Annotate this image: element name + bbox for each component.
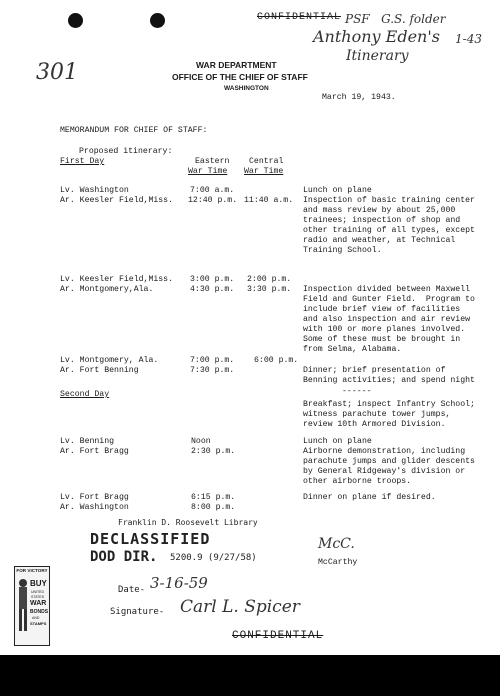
leg2-eastern-2: 4:30 p.m. xyxy=(190,285,235,294)
leg3-place-2: Ar. Fort Benning xyxy=(60,366,139,375)
poster-line-4: AND xyxy=(32,616,40,620)
poster-line-2: WAR xyxy=(30,600,47,607)
first-day-label: First Day xyxy=(60,157,105,166)
memo-heading: MEMORANDUM FOR CHIEF OF STAFF: xyxy=(60,126,208,135)
leg2-note-1: Inspection divided between Maxwell xyxy=(303,285,471,294)
poster-top-text: FOR VICTORY xyxy=(16,568,48,573)
leg2-eastern-1: 3:00 p.m. xyxy=(190,275,235,284)
leg4-note-1: Airborne demonstration, including xyxy=(303,447,466,456)
leg4-note-2: parachute jumps and glider descents xyxy=(303,457,475,466)
eastern-header-1: Eastern xyxy=(195,157,230,166)
leg2-central-1: 2:00 p.m. xyxy=(247,275,292,284)
breakfast-line-2: review 10th Armored Division. xyxy=(303,420,446,429)
poster-line-5: STAMPS xyxy=(30,621,47,626)
leg1-note-2: and mass review by about 25,000 xyxy=(303,206,456,215)
signature-value: Carl L. Spicer xyxy=(180,597,300,617)
second-day-label: Second Day xyxy=(60,390,110,399)
library-stamp: Franklin D. Roosevelt Library xyxy=(118,518,258,527)
leg2-central-2: 3:30 p.m. xyxy=(247,285,292,294)
leg1-note-5: radio and weather, at Technical xyxy=(303,236,456,245)
leg2-place-1: Lv. Keesler Field,Miss. xyxy=(60,275,174,284)
city-name: WASHINGTON xyxy=(224,85,269,92)
central-header-2: War Time xyxy=(244,167,284,176)
war-bonds-poster xyxy=(14,566,50,646)
leg5-place-1: Lv. Fort Bragg xyxy=(60,493,129,502)
leg5-eastern-1: 6:15 p.m. xyxy=(191,493,236,502)
punch-hole-right xyxy=(150,13,165,28)
leg2-note-3: include brief view of facilities xyxy=(303,305,461,314)
leg1-eastern-1: 7:00 a.m. xyxy=(190,186,235,195)
leg1-note-4: other training of all types, except xyxy=(303,226,475,235)
eastern-header-2: War Time xyxy=(188,167,228,176)
handwritten-tag: PSF G.S. folder xyxy=(345,12,446,26)
leg2-note-7: from Selma, Alabama. xyxy=(303,345,402,354)
leg1-central-2: 11:40 a.m. xyxy=(244,196,294,205)
leg2-note-4: and also inspection and air review xyxy=(303,315,471,324)
date-label: Date- xyxy=(118,585,146,595)
leg1-note-1: Inspection of basic training center xyxy=(303,196,475,205)
punch-hole-left xyxy=(68,13,83,28)
leg4-place-2: Ar. Fort Bragg xyxy=(60,447,129,456)
handwritten-date: 1-43 xyxy=(455,32,482,46)
scanner-edge-bar xyxy=(0,655,500,696)
leg1-place-2: Ar. Keesler Field,Miss. xyxy=(60,196,174,205)
central-header-1: Central xyxy=(249,157,284,166)
leg3-note-1: Dinner; brief presentation of xyxy=(303,366,446,375)
leg1-place-1: Lv. Washington xyxy=(60,186,129,195)
poster-line-3: BONDS xyxy=(30,609,49,615)
classification-top: CONFIDENTIAL xyxy=(257,12,342,23)
poster-buy: BUY xyxy=(30,579,47,588)
soldier-figure-icon xyxy=(16,577,30,639)
breakfast-line-1: witness parachute tower jumps, xyxy=(303,410,451,419)
memo-subheading: Proposed itinerary: xyxy=(79,147,173,156)
leg3-place-1: Lv. Montgomery, Ala. xyxy=(60,356,159,365)
leg5-place-2: Ar. Washington xyxy=(60,503,129,512)
memo-date: March 19, 1943. xyxy=(322,93,396,102)
handwritten-name: Anthony Eden's xyxy=(313,27,440,46)
leg1-note-0: Lunch on plane xyxy=(303,186,372,195)
leg1-note-3: trainees; inspection of shop and xyxy=(303,216,461,225)
dept-name: WAR DEPARTMENT xyxy=(196,60,277,70)
leg4-eastern-2: 2:30 p.m. xyxy=(191,447,236,456)
office-name: OFFICE OF THE CHIEF OF STAFF xyxy=(172,72,308,82)
leg2-note-5: with 100 or more planes involved. xyxy=(303,325,466,334)
leg2-place-2: Ar. Montgomery,Ala. xyxy=(60,285,154,294)
signer-name: McCarthy xyxy=(318,558,358,567)
leg5-note-0: Dinner on plane if desired. xyxy=(303,493,436,502)
dod-number: 5200.9 (9/27/58) xyxy=(170,553,257,563)
leg1-eastern-2: 12:40 p.m. xyxy=(188,196,238,205)
leg2-note-2: Field and Gunter Field. Program to xyxy=(303,295,475,304)
declassified-stamp: DECLASSIFIED xyxy=(90,530,211,548)
leg3-note-2: Benning activities; and spend night xyxy=(303,376,475,385)
classification-bottom: CONFIDENTIAL xyxy=(232,630,324,642)
leg4-note-0: Lunch on plane xyxy=(303,437,372,446)
poster-line-1: STATES xyxy=(31,595,45,599)
leg1-note-6: Training School. xyxy=(303,246,382,255)
leg4-note-3: by General Ridgeway's division or xyxy=(303,467,466,476)
initials: McC. xyxy=(318,536,355,552)
leg2-note-6: Some of these must be brought in xyxy=(303,335,461,344)
leg4-note-4: other airborne troops. xyxy=(303,477,412,486)
poster-line-0: UNITED xyxy=(31,590,45,594)
signature-label: Signature- xyxy=(110,607,165,617)
breakfast-line-0: Breakfast; inspect Infantry School; xyxy=(303,400,475,409)
margin-number: 301 xyxy=(36,60,78,85)
leg3-central-1: 6:00 p.m. xyxy=(254,356,299,365)
handwritten-note: Itinerary xyxy=(346,48,409,64)
second-day-separator: ------ xyxy=(342,387,372,396)
dod-dir-stamp: DOD DIR. xyxy=(90,549,158,565)
leg3-eastern-1: 7:00 p.m. xyxy=(190,356,235,365)
leg4-eastern-1: Noon xyxy=(191,437,211,446)
leg5-eastern-2: 8:00 p.m. xyxy=(191,503,236,512)
leg4-place-1: Lv. Benning xyxy=(60,437,115,446)
leg3-eastern-2: 7:30 p.m. xyxy=(190,366,235,375)
date-value: 3-16-59 xyxy=(150,574,208,592)
